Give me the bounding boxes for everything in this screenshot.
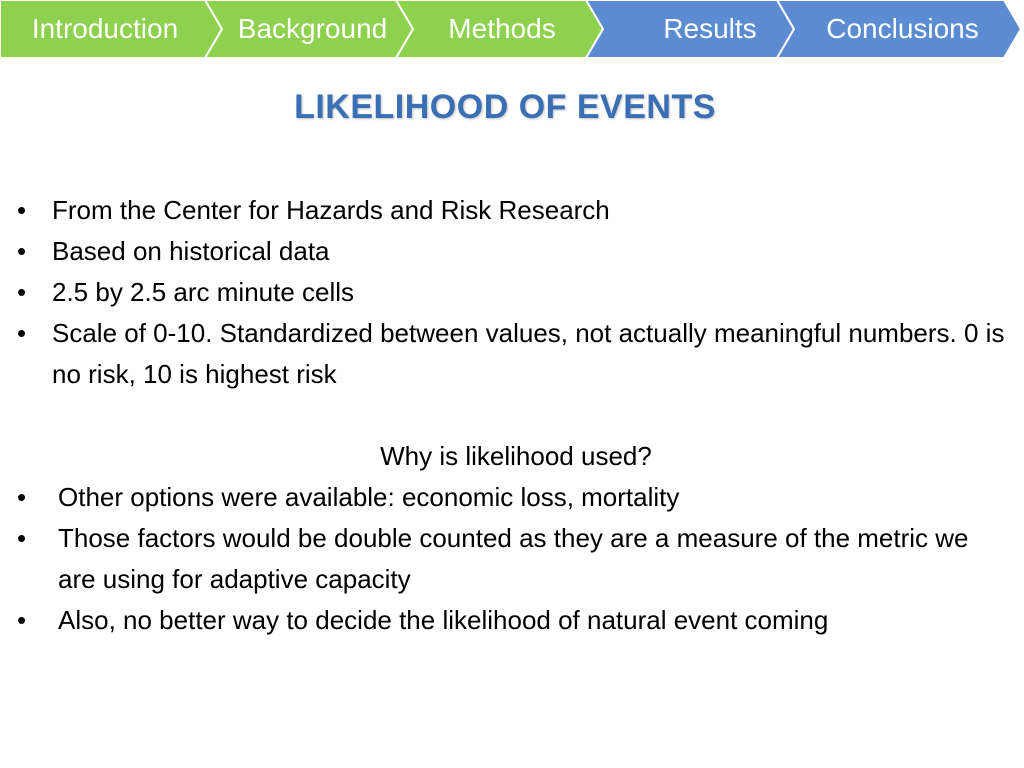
bullet-item [0,477,1024,518]
nav-label-results[interactable]: Results [663,13,757,44]
bullet-item [0,518,1024,600]
bullet-text: 2.5 by 2.5 arc minute cells [52,277,355,307]
bullet-text: Scale of 0-10. Standardized between values, not actually meaningful numbers. 0 is no risk, 10 is highest risk [52,318,1005,389]
bullet-dot: • [17,605,27,635]
bullet-item [0,313,1024,395]
bullet-dot: • [17,277,27,307]
bullet-item [0,272,1024,313]
bullet-dot: • [17,482,27,512]
bullet-text: Also, no better way to decide the likelihood of natural event coming [58,605,829,635]
nav-label-conclusions[interactable]: Conclusions [826,13,979,44]
nav-label-background[interactable]: Background [237,13,388,44]
nav-label-methods[interactable]: Methods [448,13,556,44]
bullet-text: Other options were available: economic loss, mortality [58,482,680,512]
spacer [0,395,1024,436]
question-heading: Why is likelihood used? [380,441,652,471]
section-nav [0,0,1024,60]
bullet-dot: • [17,523,27,553]
nav-label-introduction[interactable]: Introduction [31,13,179,44]
bullet-dot: • [17,195,27,225]
bullet-text: Based on historical data [52,236,330,266]
bullet-dot: • [17,318,27,348]
bullet-text: From the Center for Hazards and Risk Research [52,195,610,225]
bullet-item [0,600,1024,641]
bullet-dot: • [17,236,27,266]
bullet-text: Those factors would be double counted as they are a measure of the metric we are using for adaptive capacity [58,523,969,594]
bullet-item [0,231,1024,272]
slide-title: LIKELIHOOD OF EVENTS [294,88,716,126]
bullet-item [0,190,1024,231]
slide-body [0,190,1024,641]
